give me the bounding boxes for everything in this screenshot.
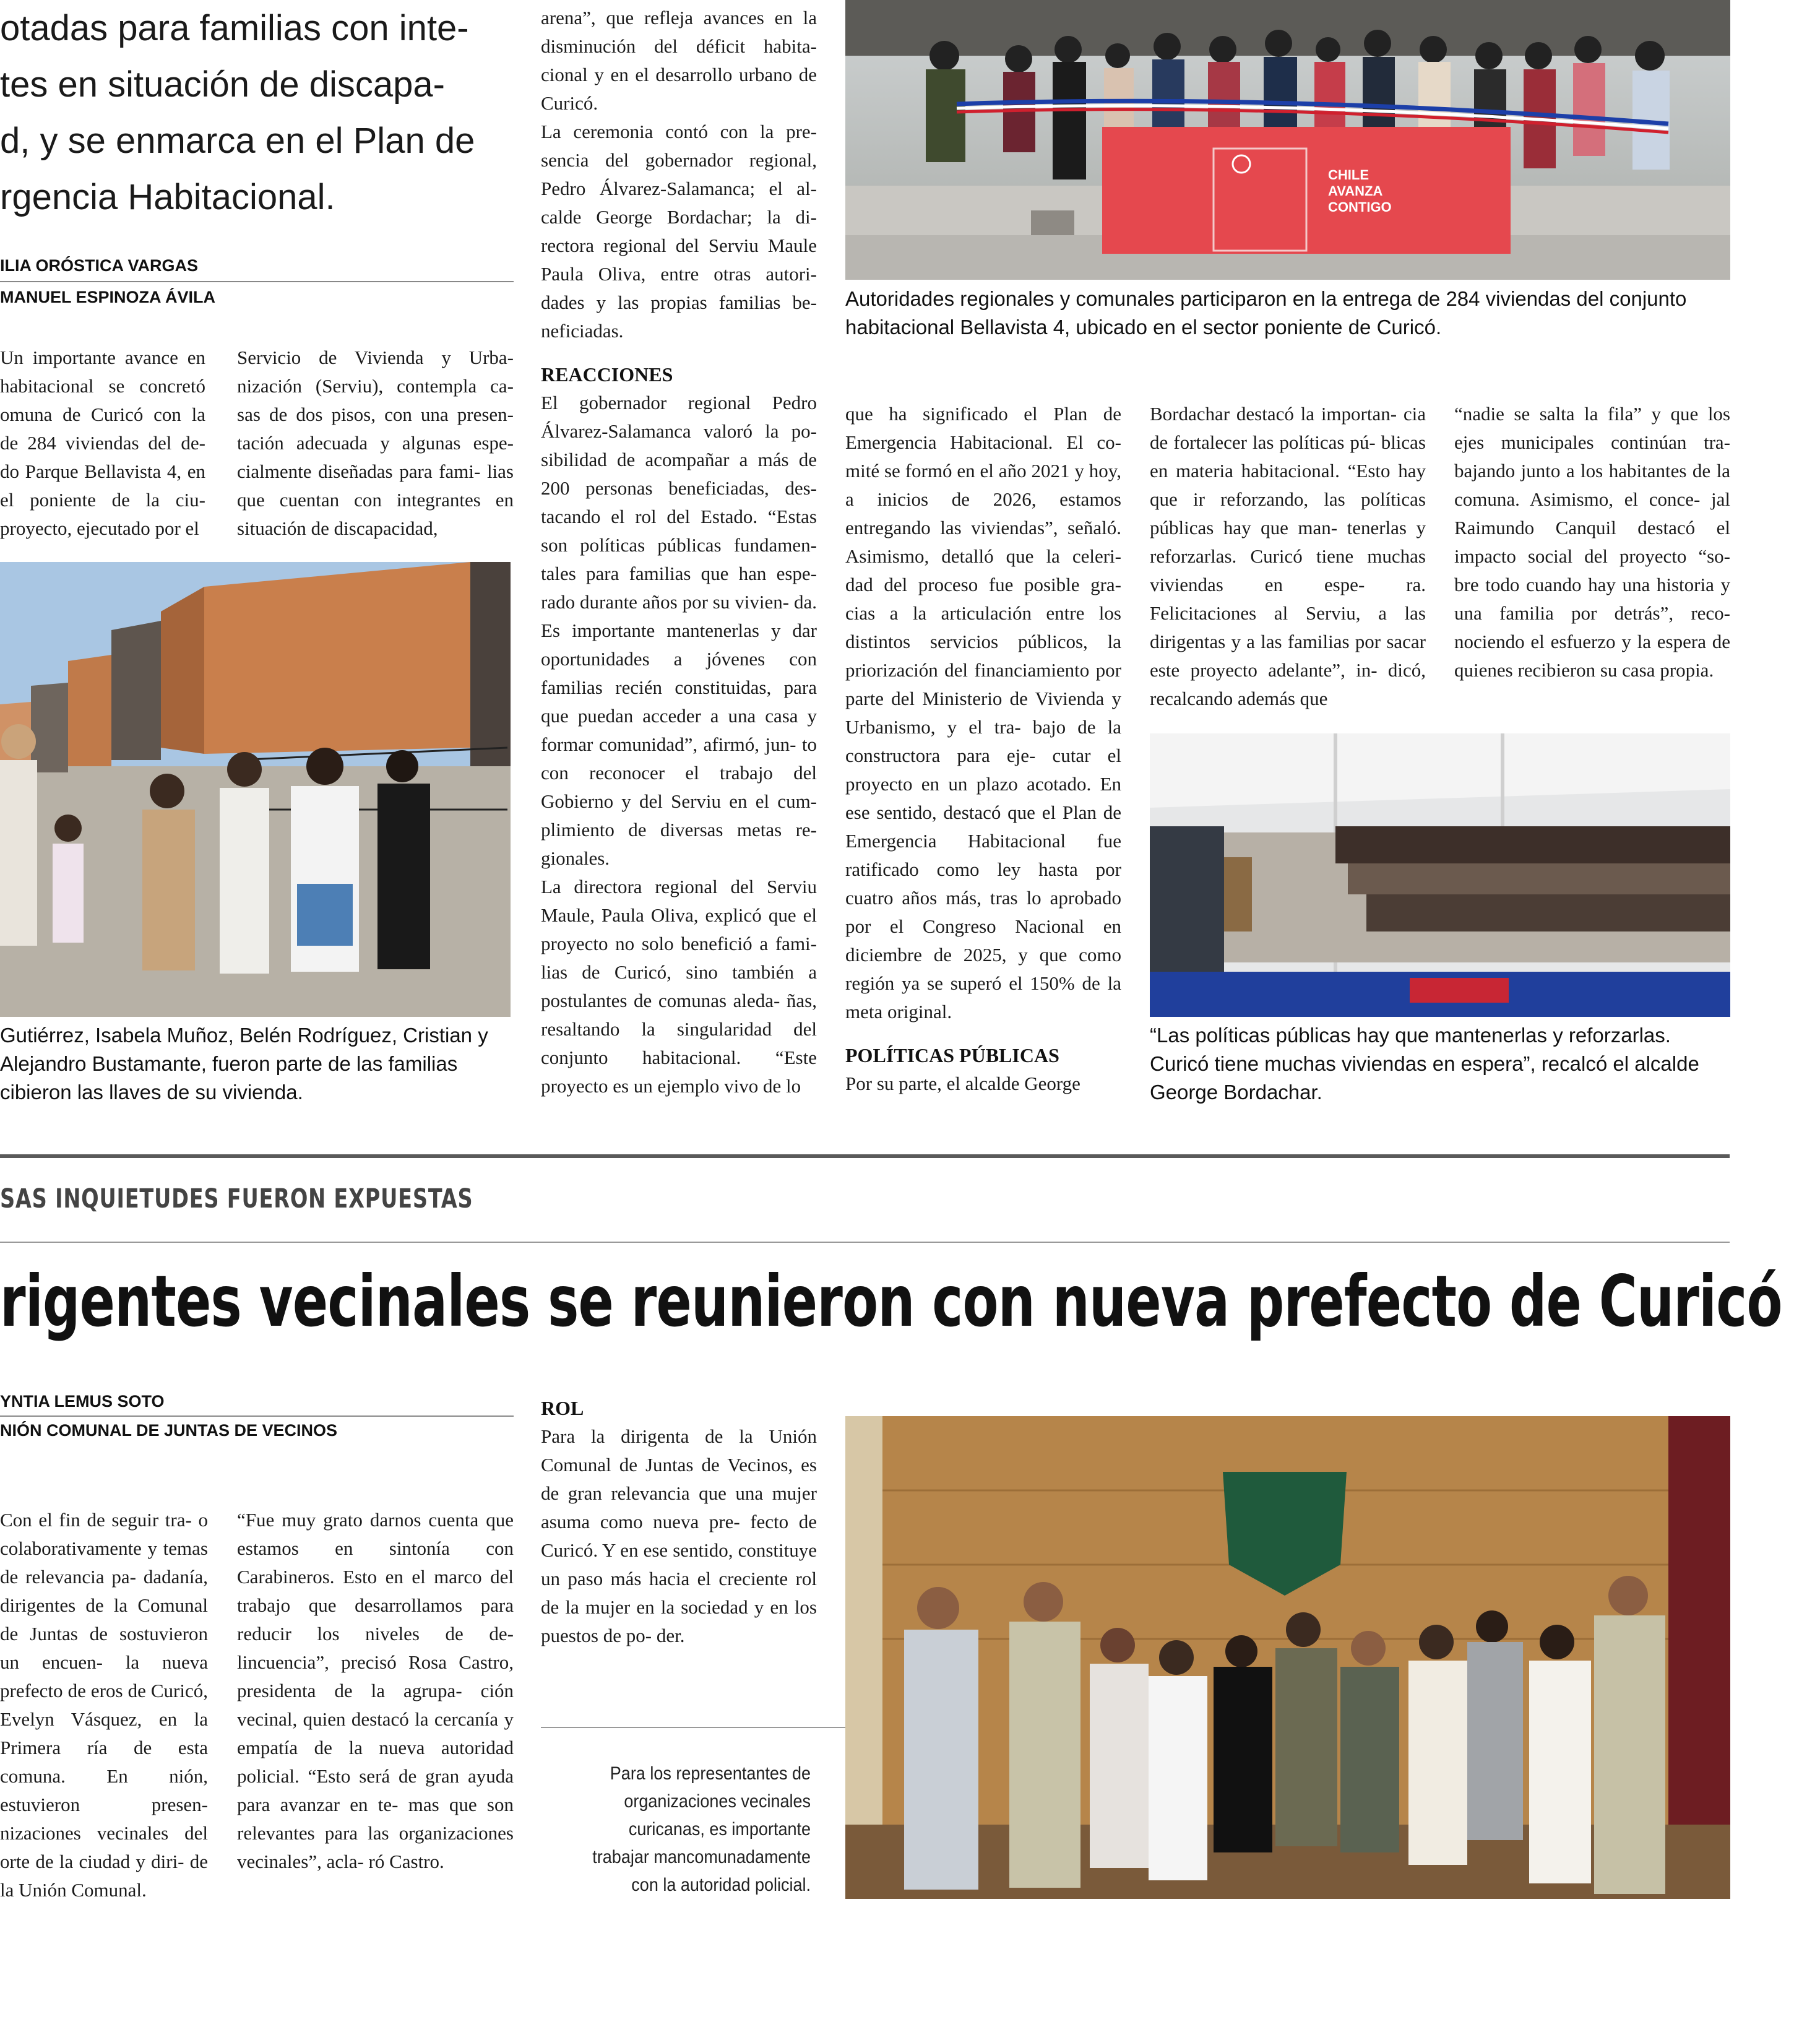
author-name: YNTIA LEMUS SOTO (0, 1392, 165, 1411)
article1-col2 (237, 344, 514, 543)
banner-sign-line: CHILE (1328, 167, 1369, 183)
houses-families-photo (0, 562, 511, 1017)
banner-sign-line: AVANZA (1328, 183, 1383, 199)
lead-line: tes en situación de discapa- (0, 64, 445, 105)
byline-rule (0, 281, 514, 282)
paragraph: Un importante avance en habitacional se concretó omuna de Curicó con la de 284 viviendas del de- do Parque Bellavista 4, en el poniente de la ciu- proyecto, ejecutado por el (0, 347, 205, 539)
paragraph: Bordachar destacó la importan- cia de fortalecer las políticas pú- blicas en materia habitacional. “Esto hay que ir reforzando, las políticas públicas hay que man- tenerlas y reforzarlas. Curicó tiene muchas viviendas en espe- ra. Felicitaciones al Serviu, a las dirigentas y a las familias por sacar este proyecto adelante”, in- dicó, recalcando además que (1150, 403, 1426, 709)
subhead-reacciones: REACCIONES (541, 363, 673, 386)
lead-line: otadas para familias con inte- (0, 8, 469, 48)
houses-caption: Gutiérrez, Isabela Muñoz, Belén Rodríguez, Cristian y Alejandro Bustamante, fueron parte de las familias cibieron las llaves de su vivienda. (0, 1024, 488, 1104)
author-name: ILIA ORÓSTICA VARGAS (0, 256, 199, 275)
group-meeting-photo (845, 1416, 1730, 1899)
article2-pullquote: Para los representantes de organizaciones vecinales curicanas, es importante trabajar mancomunadamente con la autoridad policial. (592, 1763, 811, 1895)
article2-col2 (237, 1506, 514, 1876)
paragraph: “Fue muy grato darnos cuenta que estamos en sintonía con Carabineros. Esto en el marco del trabajo que desarrollamos para reducir los niveles de de- lincuencia”, precisó Rosa Castro, presidenta de la agrupa- ción vecinal, quien destacó la cercanía y empatía de la nueva autoridad policial. “Esto será de gran ayuda para avanzar en te- mas que son relevantes para las organizaciones vecinales”, acla- ró Castro. (237, 1509, 514, 1872)
ribbon-caption: Autoridades regionales y comunales participaron en la entrega de 284 viviendas del conjunto habitacional Bellavista 4, ubicado en el sector poniente de Curicó. (845, 287, 1687, 339)
article2-headline: rigentes vecinales se reunieron con nueva prefecto de Curicó (0, 1260, 1782, 1342)
article1-col5 (1150, 400, 1426, 713)
kicker-rule (0, 1242, 1730, 1243)
paragraph: que ha significado el Plan de Emergencia Habitacional. El co- mité se formó en el año 2021 y hoy, a inicios de 2026, estamos entregando las viviendas”, señaló. Asimismo, detalló que la celeri- dad del proceso fue posible gra- cias a la articulación entre los distintos servicios públicos, la priorización del financiamiento por parte del Ministerio de Vivienda y Urbanismo, y el tra- bajo de la constructora para eje- cutar el proyecto en un plazo acotado. En ese sentido, destacó que el Plan de Emergencia Habitacional fue ratificado como ley hasta por cuatro años más, tras lo aprobado por el Congreso Nacional en diciembre de 2025, y que como región ya se superó el 150% de la meta original. (845, 403, 1121, 1022)
article1-byline (0, 252, 514, 311)
paragraph: Con el fin de seguir tra- o colaborativamente y temas de relevancia pa- dadanía, dirigentes de la Comunal de Juntas de sostuvieron un encuen- la nueva prefecto de eros de Curicó, Evelyn Vásquez, en la Primera ría de esta comuna. En nión, estuvieron presen- nizaciones vecinales del orte de la ciudad y diri- de la Unión Comunal. (0, 1509, 208, 1901)
article2-col1 (0, 1506, 208, 1904)
ribbon-cutting-photo (845, 0, 1730, 280)
article2-byline (0, 1388, 514, 1445)
paragraph: Servicio de Vivienda y Urba- nización (Serviu), contempla ca- sas de dos pisos, con una presen- tación adecuada y algunas espe- cialmente diseñadas para fami- lias que cuentan con integrantes en situación de discapacidad, (237, 347, 514, 539)
audience-caption: “Las políticas públicas hay que mantenerlas y reforzarlas. Curicó tiene muchas viviendas en espera”, recalcó el alcalde George Bordachar. (1150, 1024, 1699, 1104)
paragraph: El gobernador regional Pedro Álvarez-Salamanca valoró la po- sibilidad de acompañar a más de 200 personas beneficiadas, des- tacando el rol del Estado. “Estas son políticas públicas fundamen- tales para familias que han espe- rado durante años por su vivien- da. Es importante mantenerlas y dar oportunidades a jóvenes con familias recién constituidas, para que puedan acceder a una casa y formar comunidad”, afirmó, jun- to con reconocer el trabajo del Gobierno y del Serviu en el cum- plimiento de diversas metas re- gionales. (541, 392, 817, 869)
article1-col1 (0, 344, 205, 543)
article2-kicker: SAS INQUIETUDES FUERON EXPUESTAS (0, 1183, 473, 1214)
photographer-name: MANUEL ESPINOZA ÁVILA (0, 288, 216, 306)
lead-line: rgencia Habitacional. (0, 177, 335, 217)
subhead-rol: ROL (541, 1397, 584, 1419)
article1-col4 (845, 400, 1121, 1098)
article1-lead (0, 0, 507, 225)
banner-sign-line: CONTIGO (1328, 199, 1392, 215)
paragraph: Para la dirigenta de la Unión Comunal de Juntas de Vecinos, es de gran relevancia que una mujer asuma como nueva pre- fecto de Curicó. Y en ese sentido, constituye un paso más hacia el creciente rol de la mujer en la sociedad y en los puestos de po- der. (541, 1425, 817, 1646)
section-divider (0, 1154, 1730, 1158)
paragraph: La ceremonia contó con la pre- sencia del gobernador regional, Pedro Álvarez-Salamanca; el al- calde George Bordachar; la di- rectora regional del Serviu Maule Paula Oliva, entre otras autori- dades y las propias familias be- neficiadas. (541, 121, 817, 342)
paragraph: “nadie se salta la fila” y que los ejes municipales continúan tra- bajando junto a los habitantes de la comuna. Asimismo, el conce- jal Raimundo Canquil destacó el impacto social del proyecto “so- bre todo cuando hay una historia y una familia por detrás”, reco- nociendo el esfuerzo y la espera de quienes recibieron su casa propia. (1454, 403, 1730, 681)
lead-line: d, y se enmarca en el Plan de (0, 121, 475, 161)
article1-col3 (541, 4, 817, 1100)
paragraph: La directora regional del Serviu Maule, Paula Oliva, explicó que el proyecto no solo benefició a fami- lias de Curicó, sino también a postulantes de comunas aleda- ñas, resaltando la singularidad del conjunto habitacional. “Este proyecto es un ejemplo vivo de lo (541, 876, 817, 1097)
subhead-politicas: POLÍTICAS PÚBLICAS (845, 1044, 1059, 1066)
article2-col3 (541, 1394, 817, 1650)
paragraph: arena”, que refleja avances en la disminución del déficit habita- cional y en el desarrollo urbano de Curicó. (541, 7, 817, 114)
paragraph: Por su parte, el alcalde George (845, 1073, 1080, 1094)
article1-col6 (1454, 400, 1730, 685)
author-affiliation: NIÓN COMUNAL DE JUNTAS DE VECINOS (0, 1421, 338, 1440)
pullquote-rule (541, 1727, 845, 1728)
ceremony-audience-photo (1150, 733, 1730, 1017)
